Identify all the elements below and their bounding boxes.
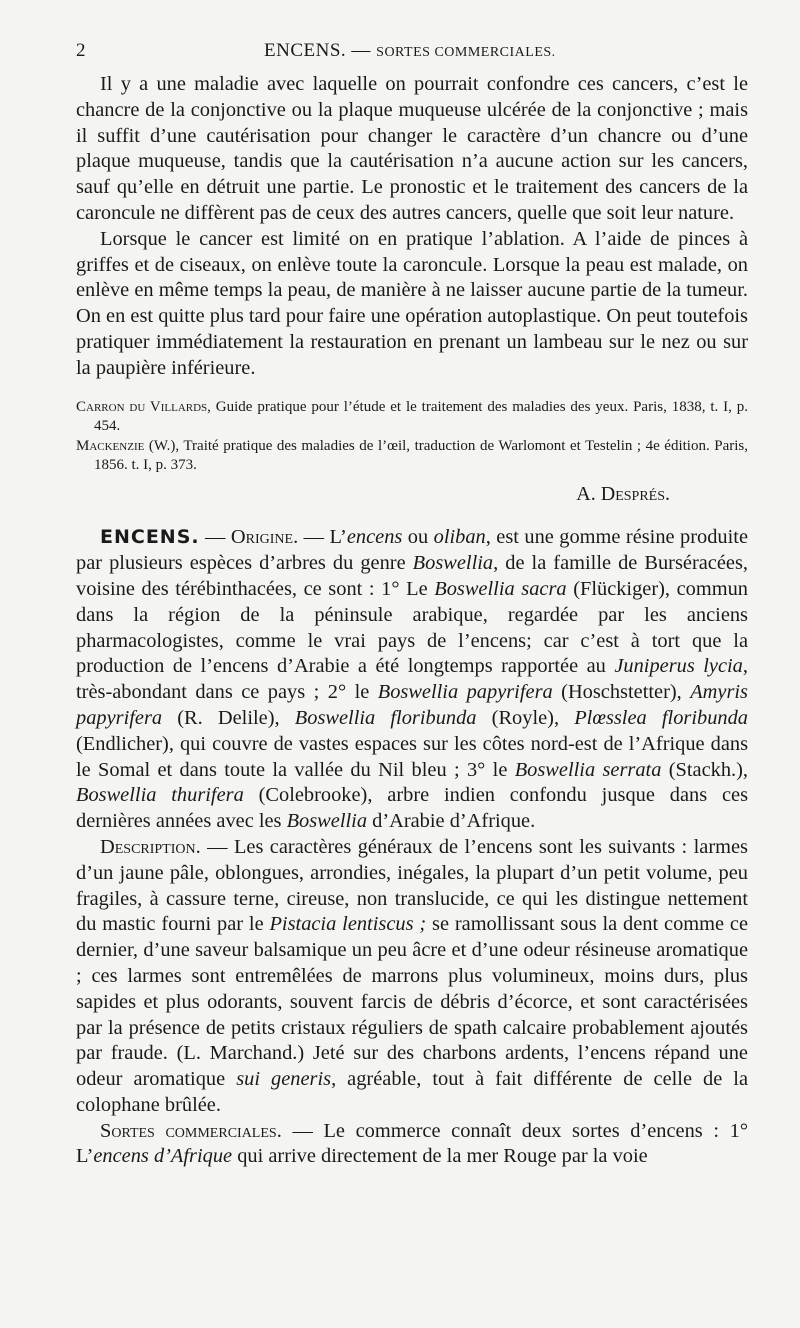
article-encens-sortes: Sortes commerciales. — Le commerce connaît deux sortes d’encens : 1° L’encens d’Afrique qui arrive directement de la mer Rouge par la voie [76,1119,748,1168]
article-headword: ENCENS. [100,526,200,549]
section-label-origine: Origine. [230,526,299,549]
running-title-main: ENCENS. [264,40,347,61]
section-label-description: Description. [100,835,201,858]
reference-item: Mackenzie (W.), Traité pratique des maladies de l’œil, traduction de Warlomont et Testelin ; 4e édition. Paris, 1856. t. I, p. 373. [76,437,748,474]
page-body [76,72,748,1170]
paragraph-ablation: Lorsque le cancer est limité on en pratique l’ablation. A l’aide de pinces à griffes et de ciseaux, on enlève toute la caroncule. Lorsque la peau est malade, on enlève en même temps la peau, de manière à ne laisser aucune partie de la tumeur. On en est quitte plus tard pour faire une opération autoplastique. On peut toutefois pratiquer immédiatement la restauration en prenant un lambeau sur le nez ou sur la paupière inférieure. [76,227,748,379]
section-label-sortes: Sortes commerciales. [100,1119,282,1142]
article-encens-origine: ENCENS. — Origine. — L’encens ou oliban, est une gomme résine produite par plusieurs espèces d’arbres du genre Boswellia, de la famille de Burséracées, voisine des térébinthacées, ce sont : 1° Le Boswellia sacra (Flückiger), commun dans la région de la péninsule arabique, regardée par les anciens pharmacologistes, comme le vrai pays de l’encens; car c’est à tort que la production de l’encens d’Arabie a été longtemps rapportée au Juniperus lycia, très-abondant dans ce pays ; 2° le Boswellia papyrifera (Hoschstetter), Amyris papyrifera (R. Delile), Boswellia floribunda (Royle), Plœsslea floribunda (Endlicher), qui couvre de vastes espaces sur les côtes nord-est de l’Afrique dans le Somal et dans toute la vallée du Nil bleu ; 3° le Boswellia serrata (Stackh.), Boswellia thurifera (Colebrooke), arbre indien confondu jusque dans ces dernières années avec les Boswellia d’Arabie d’Afrique. [76,526,749,833]
running-title-section: SORTES COMMERCIALES. [376,45,556,60]
page-number: 2 [76,40,86,61]
running-header [76,40,724,68]
paragraph-conjonctive: Il y a une maladie avec laquelle on pourrait confondre ces cancers, c’est le chancre de la conjonctive ou la plaque muqueuse ulcérée de la conjonctive ; mais il suffit d’une cautérisation pour changer le caractère d’un chancre ou d’une plaque muqueuse, tandis que la cautérisation n’a aucune action sur les cancers, sauf qu’elle en détruit une partie. Le pronostic et le traitement des cancers de la caroncule ne diffèrent pas de ceux des autres cancers, quelle que soit leur nature. [76,73,748,224]
author-signature: A. Després. [576,482,670,505]
running-title: ENCENS. — SORTES COMMERCIALES. [264,40,556,61]
article-encens-description: Description. — Les caractères généraux de l’encens sont les suivants : larmes d’un jaune pâle, oblongues, arrondies, inégales, la plupart d’un petit volume, peu fragiles, à cassure terne, cireuse, non translucide, ce qui les distingue nettement du mastic fourni par le Pistacia lentiscus ; se ramollissant sous la dent comme ce dernier, d’une saveur balsamique un peu âcre et d’une odeur résineuse aromatique ; ces larmes sont entremêlées de marrons plus volumineux, moins durs, plus sapides et plus odorants, souvent farcis de débris d’écorce, et sont caractérisées par la présence de petits cristaux réguliers de spath calcaire probablement ajoutés par fraude. (L. Marchand.) Jeté sur des charbons ardents, l’encens répand une odeur aromatique sui generis, agréable, tout à fait différente de celle de la colophane brûlée. [76,835,749,1116]
bibliography [76,398,748,476]
reference-item: Carron du Villards, Guide pratique pour l’étude et le traitement des maladies des yeux. Paris, 1838, t. I, p. 454. [76,398,749,435]
